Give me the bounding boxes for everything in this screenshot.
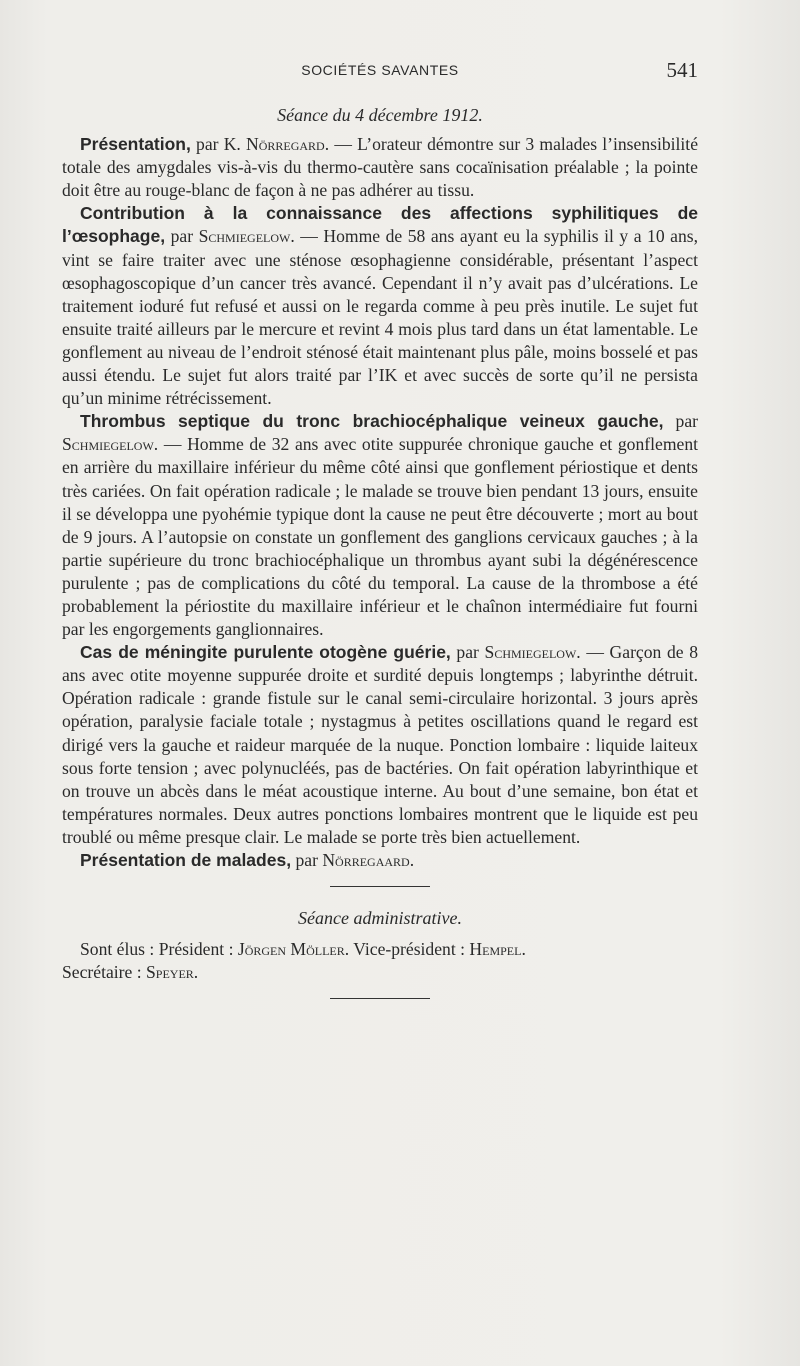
admin-elections — [62, 938, 698, 961]
author-name: Nörregard. — [246, 134, 330, 155]
author-name: Nörregaard. — [322, 850, 415, 870]
admin-text: Secrétaire : — [62, 962, 147, 983]
entry-text: — Homme de 32 ans avec otite suppurée chronique gauche et gonflement en arrière du maxillaire inférieur du même côté ainsi que gonflement périostique et dents très cariées. On fait opération radicale ; le malade se trouve bien pendant 13 jours, ensuite il se développa une pyohémie typique dont la cause ne peut être découverte ; mort au bout de 9 jours. A l’autopsie on constate un gonflement des ganglions cervicaux gauches ; à la partie supérieure du tronc brachiocéphalique un thrombus ayant subi la dégénérescence purulente ; pas de complications du côté du temporal. La cause de la thrombose a été probablement la périostite du maxillaire inférieur et le chaînon intermédiaire fut fourni par les engorgements ganglionnaires. — [62, 434, 698, 640]
entry-meningite — [62, 641, 698, 849]
author-name: Schmiegelow. — [62, 434, 159, 455]
author-prefix: par — [165, 226, 199, 247]
author-name: Schmiegelow. — [484, 642, 581, 663]
admin-secretary — [62, 961, 698, 984]
running-title: SOCIÉTÉS SAVANTES — [301, 62, 459, 78]
page-header — [62, 58, 698, 92]
entry-thrombus — [62, 410, 698, 641]
entry-text: — Homme de 58 ans ayant eu la syphilis il y a 10 ans, vint se faire traiter avec une sténose œsophagienne considérable, présentant l’aspect œsophagoscopique d’un cancer très avancé. Cependant il n’y avait pas d’ulcérations. Le traitement ioduré fut refusé et aussi on le regarda comme à peu près inutile. Le sujet fut ensuite traité ailleurs par le mercure et revint 4 mois plus tard dans un état lamentable. Le gonflement au niveau de l’endroit sténosé était maintenant plus pâle, moins bosselé et pas aussi étendu. Le sujet fut alors traité par l’IK et avec succès de sorte qu’il ne persista qu’un minime rétrécissement. — [62, 226, 698, 409]
admin-session-title: Séance administrative. — [298, 908, 462, 929]
author-prefix: par — [450, 642, 485, 663]
entry-syphilis-oesophage — [62, 202, 698, 410]
secretary-name: Speyer. — [146, 962, 199, 983]
entry-heading: Présentation, — [80, 134, 191, 155]
vice-president-name: Hempel. — [469, 939, 526, 960]
entry-presentation-malades — [62, 849, 698, 872]
session-title: Séance du 4 décembre 1912. — [277, 105, 483, 125]
president-name: Jörgen Möller. — [237, 939, 350, 960]
author-name: Schmiegelow. — [198, 226, 295, 247]
admin-text: Vice-président : — [349, 939, 470, 960]
entry-presentation — [62, 133, 698, 202]
entry-text: — Garçon de 8 ans avec otite moyenne suppurée droite et surdité depuis longtemps ; labyrinthe détruit. Opération radicale : grande fistule sur le canal semi-circulaire horizontal. 3 jours après opération, paralysie faciale totale ; nystagmus à petites oscillations quand le regard est dirigé vers la gauche et raideur marquée de la nuque. Ponction lombaire : liquide laiteux sous forte tension ; avec polynucléés, pas de bactéries. On fait opération labyrinthique et on trouve un abcès dans le méat acoustique interne. Au bout d’une semaine, bon état et températures normales. Deux autres ponctions lombaires montrent que le liquide est peu troublé ou même presque clair. Le malade se porte très bien actuellement. — [62, 642, 698, 847]
end-rule — [330, 998, 430, 999]
page-body — [62, 104, 698, 999]
entry-heading: Thrombus septique du tronc brachiocéphalique veineux gauche, — [80, 411, 664, 432]
author-prefix: par K. — [190, 134, 247, 155]
page-number: 541 — [666, 58, 698, 82]
entry-heading: Présentation de malades, — [80, 850, 292, 870]
author-prefix: par — [291, 850, 323, 870]
entry-text: — L’orateur démontre sur 3 malades l’insensibilité totale des amygdales vis-à-vis du thermo-cautère sans cocaïnisation préalable ; la pointe doit être au rouge-blanc de façon à ne pas adhérer au tissu. — [62, 134, 699, 201]
entry-heading: Contribution à la connaissance des affections syphilitiques de l’œsophage, — [62, 203, 698, 247]
author-prefix: par — [663, 411, 698, 432]
entry-heading: Cas de méningite purulente otogène guérie, — [80, 642, 451, 663]
admin-text: Sont élus : Président : — [80, 939, 238, 960]
divider-rule — [330, 886, 430, 887]
